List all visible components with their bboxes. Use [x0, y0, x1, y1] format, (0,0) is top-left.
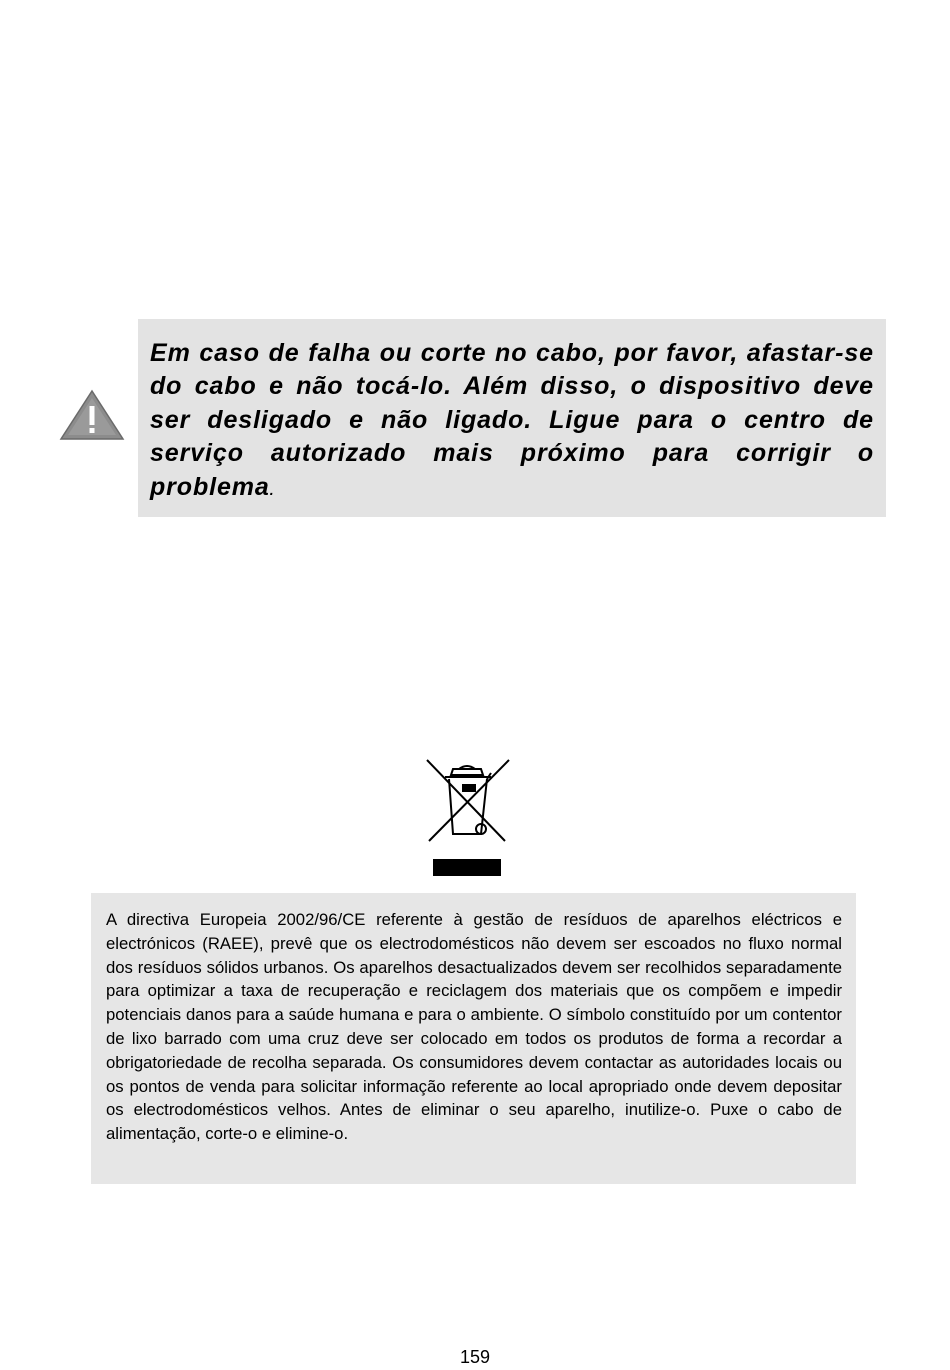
page-number: 159	[459, 1347, 491, 1367]
weee-info-box	[91, 893, 856, 1184]
warning-end-mark: .	[269, 481, 275, 498]
warning-text	[150, 337, 874, 507]
crossed-out-wheelie-bin-icon	[425, 757, 511, 878]
weee-paragraph: A directiva Europeia 2002/96/CE referente à gestão de resíduos de aparelhos eléctricos e electrónicos (RAEE), prevê que os electrodomésticos não devem ser escoados no fluxo normal dos resíduos sólidos urbanos. Os aparelhos desactualizados devem ser recolhidos separadamente para optimizar a taxa de recuperação e reciclagem dos materiais que os compõem e impedir potenciais danos para a saúde humana e para o ambiente. O símbolo constituído por um contentor de lixo barrado com uma cruz deve ser colocado em todos os produtos de forma a recordar a obrigatoriedade de recolha separada. Os consumidores devem contactar as autoridades locais ou os pontos de venda para solicitar informação referente ao local apropriado onde devem depositar os electrodomésticos velhos. Antes de eliminar o seu aparelho, inutilize-o. Puxe o cabo de alimentação, corte-o e elimine-o.	[106, 910, 842, 1144]
warning-message: Em caso de falha ou corte no cabo, por favor, afastar-se do cabo e não tocá-lo. Além disso, o dispositivo deve ser desligado e não ligado. Ligue para o centro de serviço autorizado mais próximo para corrigir o problema	[150, 339, 874, 501]
warning-box	[138, 319, 886, 517]
warning-triangle-icon	[58, 388, 126, 442]
